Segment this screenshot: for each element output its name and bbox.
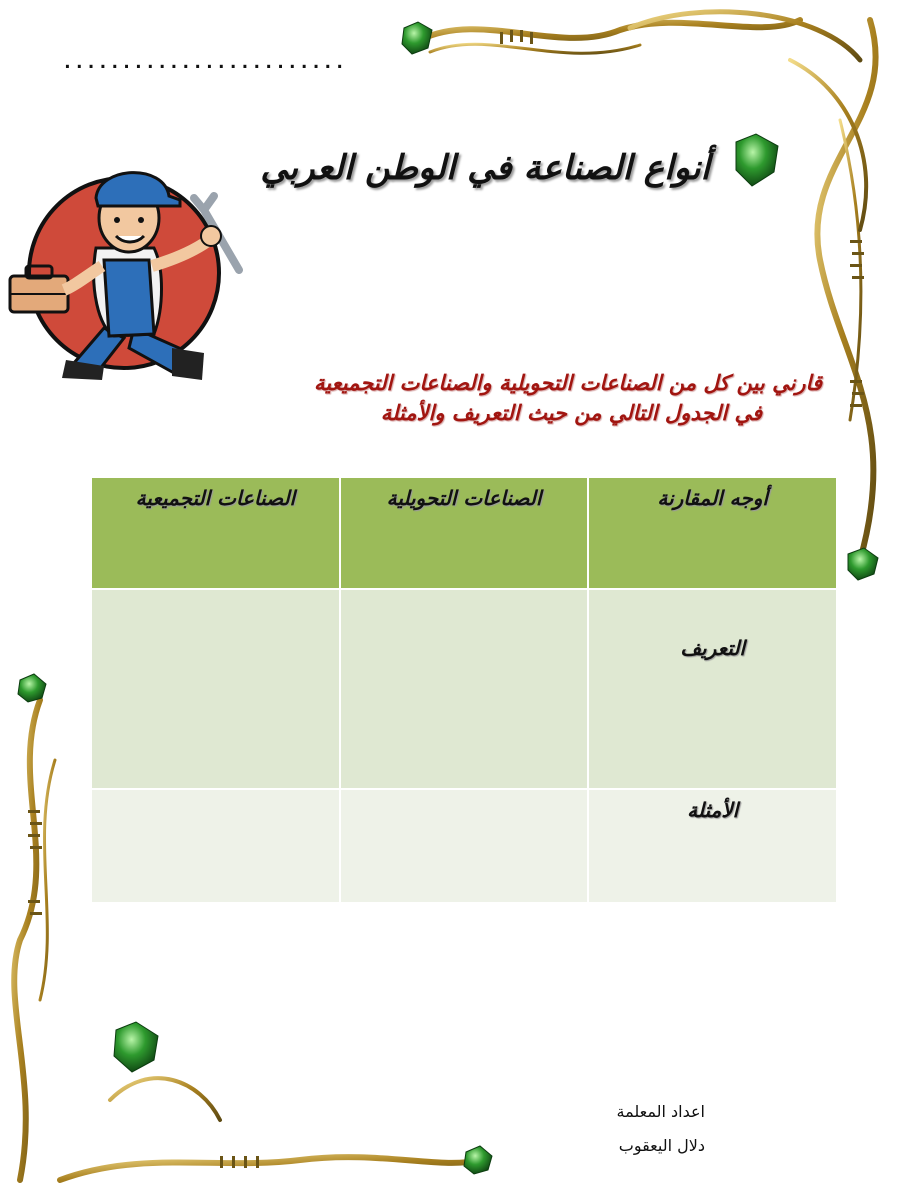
instruction-line-2: في الجدول التالي من حيث التعريف والأمثلة	[380, 401, 762, 425]
student-name-line: ........................	[62, 52, 347, 73]
instruction-line-1: قارني بين كل من الصناعات التحويلية والصناعات التجميعية	[314, 371, 822, 395]
table-header-cell	[91, 477, 340, 589]
page-title: أنواع الصناعة في الوطن العربي	[260, 148, 710, 188]
answer-cell[interactable]	[91, 789, 340, 903]
row-label-examples: الأمثلة	[687, 798, 739, 822]
table-row	[91, 589, 837, 789]
table-header-cell	[588, 477, 837, 589]
table-row	[91, 789, 837, 903]
header-transformative-industries: الصناعات التحويلية	[386, 486, 542, 510]
comparison-table	[90, 476, 838, 904]
row-label-definition: التعريف	[680, 636, 745, 660]
worker-with-toolbox-and-wrench-icon	[4, 148, 249, 393]
table-header-row	[91, 477, 837, 589]
table-cell	[588, 789, 837, 903]
signature-block	[617, 1095, 705, 1163]
comparison-instruction	[202, 368, 822, 428]
header-comparison-aspects: أوجه المقارنة	[657, 486, 768, 510]
header-assembly-industries: الصناعات التجميعية	[135, 486, 296, 510]
table-header-cell	[340, 477, 589, 589]
teacher-name: دلال اليعقوب	[618, 1136, 705, 1155]
answer-cell[interactable]	[340, 589, 589, 789]
answer-cell[interactable]	[340, 789, 589, 903]
table-cell	[588, 589, 837, 789]
answer-cell[interactable]	[91, 589, 340, 789]
prepared-by-label: اعداد المعلمة	[616, 1102, 705, 1121]
